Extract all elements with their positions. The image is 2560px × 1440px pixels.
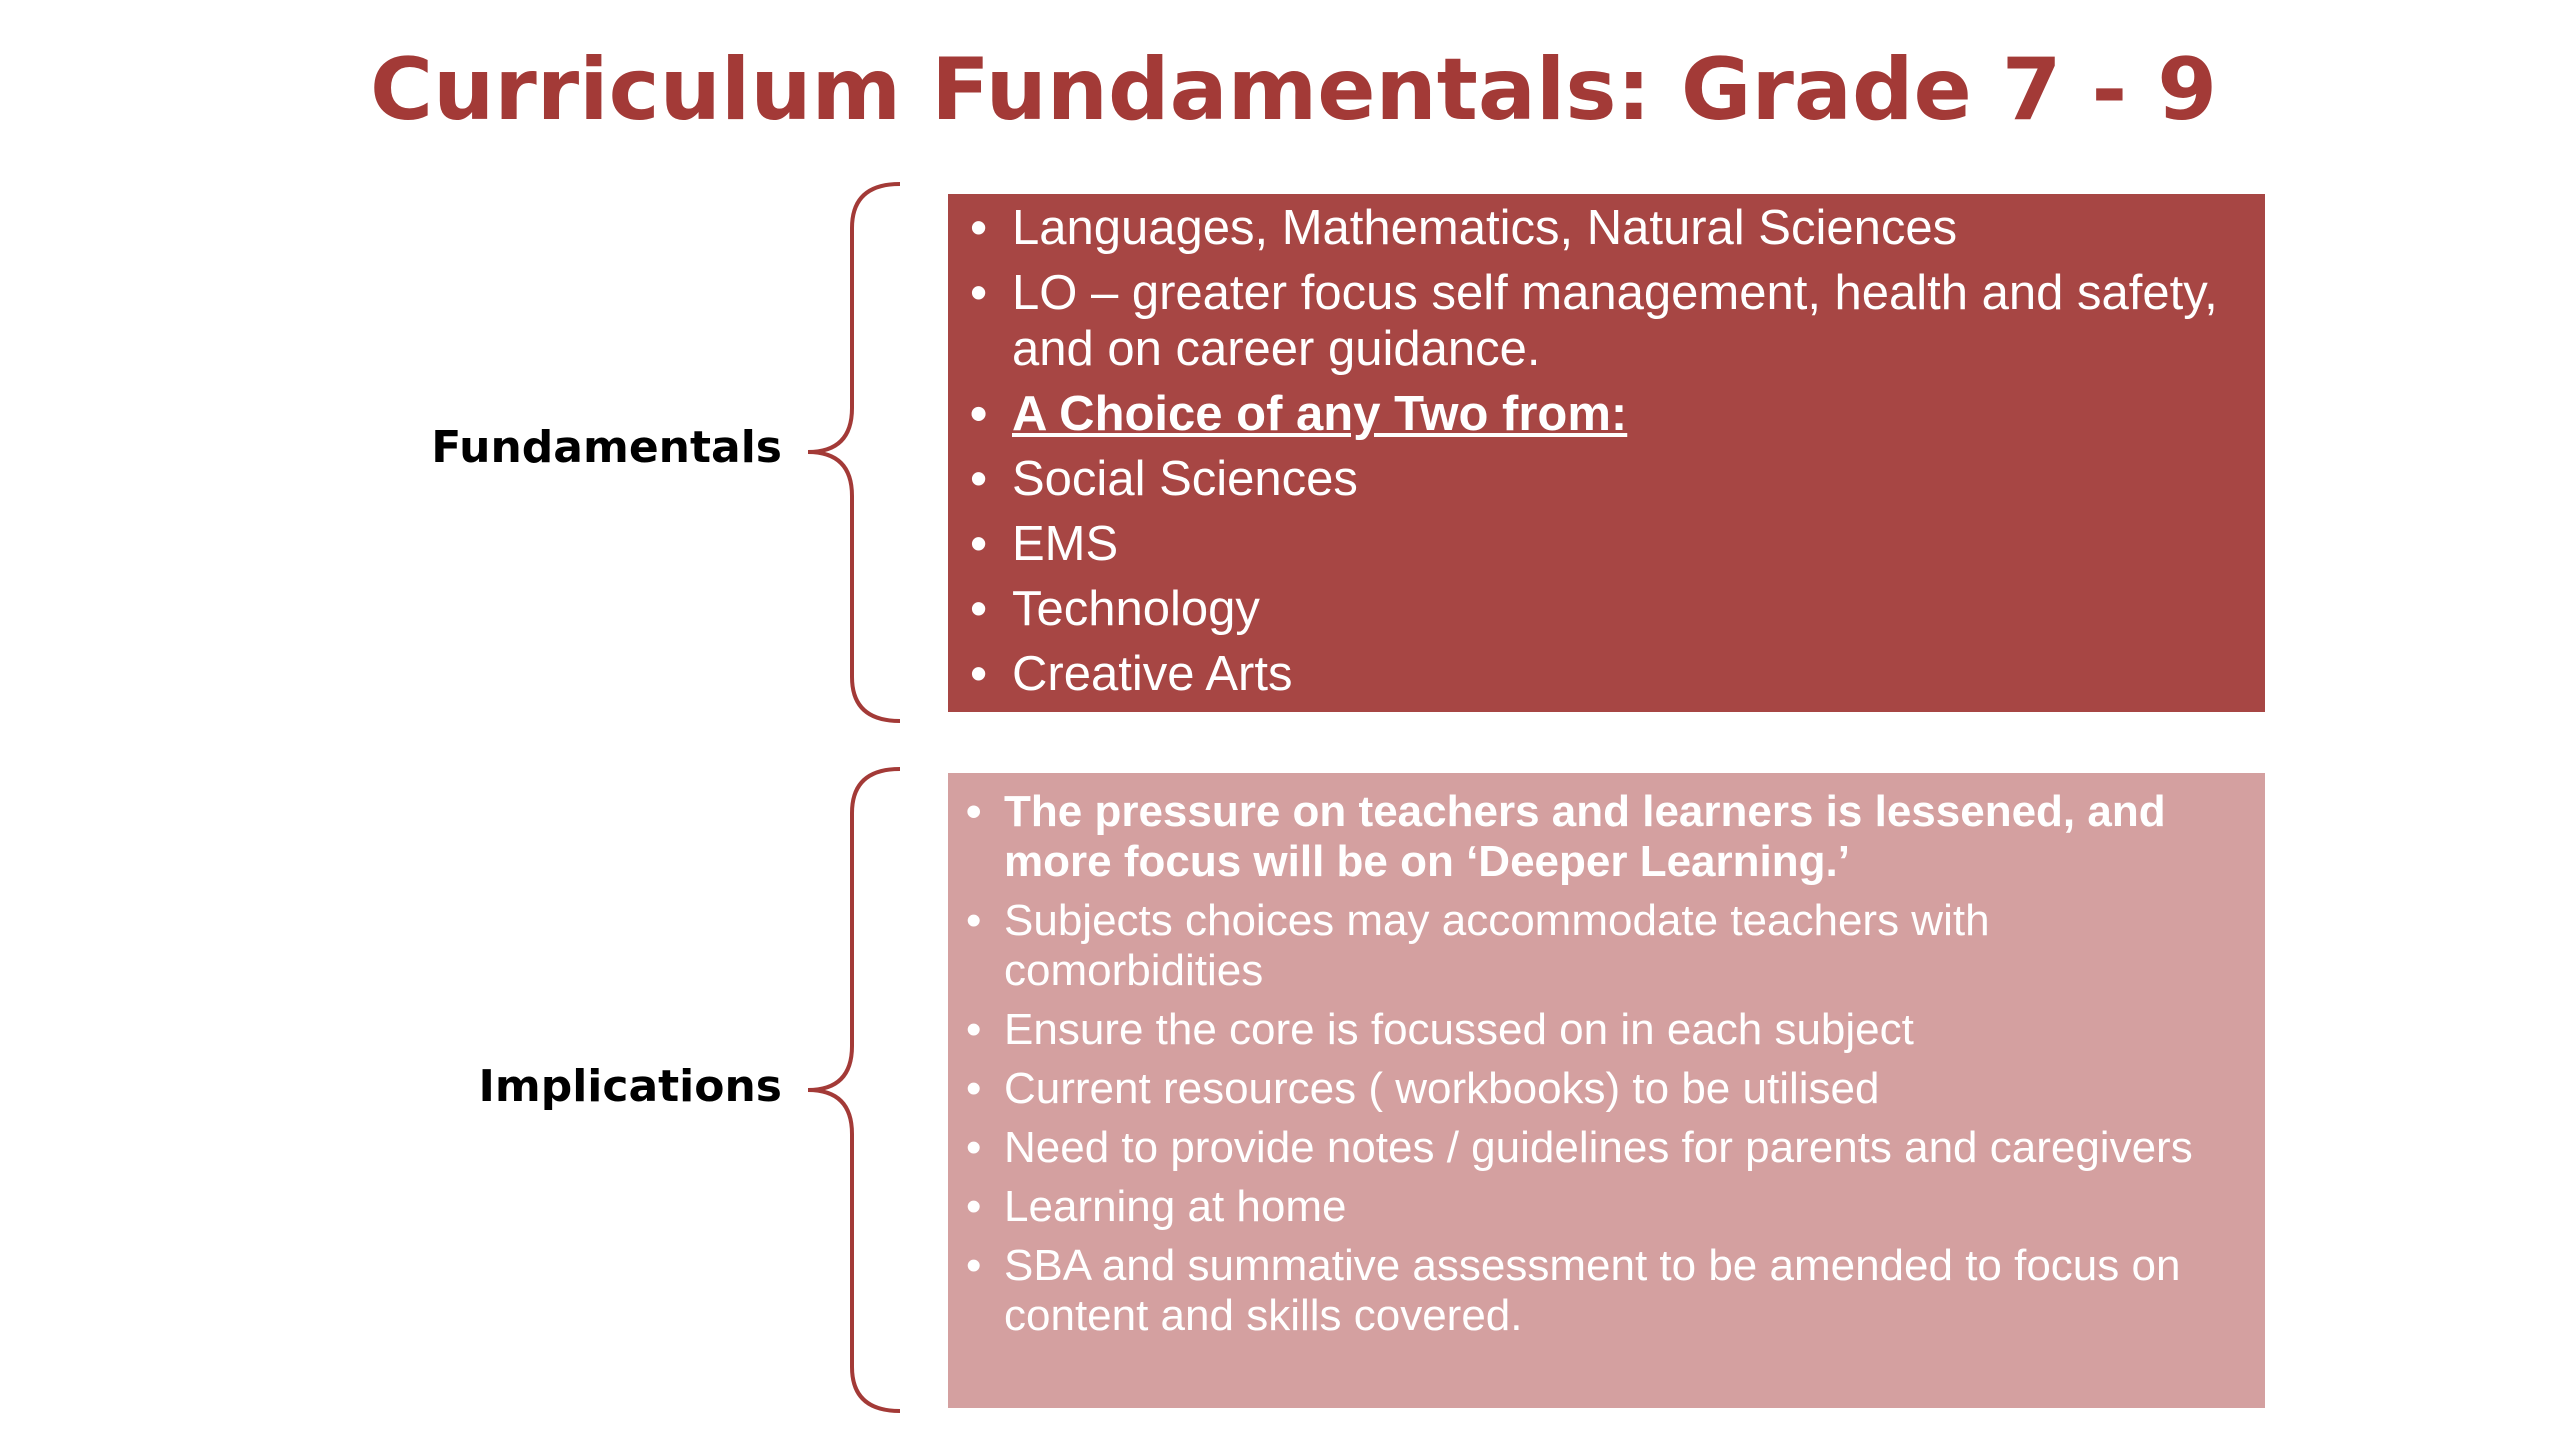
implications-item: • Ensure the core is focussed on in each subject	[958, 1005, 2235, 1055]
implications-item: • Need to provide notes / guidelines for parents and caregivers	[958, 1123, 2235, 1173]
fundamentals-choice-heading: • A Choice of any Two from:	[962, 386, 2225, 442]
fundamentals-item: • LO – greater focus self management, health and safety, and on career guidance.	[962, 265, 2225, 377]
implications-list	[958, 787, 2235, 1341]
fundamentals-item: • Creative Arts	[962, 646, 2225, 702]
implications-box	[948, 773, 2265, 1408]
implications-item: • The pressure on teachers and learners is lessened, and more focus will be on ‘Deeper Learning.’	[958, 787, 2235, 887]
implications-item: • Subjects choices may accommodate teachers with comorbidities	[958, 896, 2235, 996]
implications-brace	[800, 765, 910, 1415]
fundamentals-label: Fundamentals	[431, 422, 782, 473]
fundamentals-brace	[800, 180, 910, 725]
fundamentals-item: • Languages, Mathematics, Natural Sciences	[962, 200, 2225, 256]
slide-title: Curriculum Fundamentals: Grade 7 - 9	[370, 40, 2218, 140]
implications-item: • Current resources ( workbooks) to be utilised	[958, 1064, 2235, 1114]
fundamentals-item: • Technology	[962, 581, 2225, 637]
implications-item: • SBA and summative assessment to be amended to focus on content and skills covered.	[958, 1241, 2235, 1341]
fundamentals-item: • EMS	[962, 516, 2225, 572]
implications-label: Implications	[478, 1061, 782, 1112]
fundamentals-list	[962, 200, 2225, 702]
implications-item: • Learning at home	[958, 1182, 2235, 1232]
fundamentals-item: • Social Sciences	[962, 451, 2225, 507]
fundamentals-box	[948, 194, 2265, 712]
